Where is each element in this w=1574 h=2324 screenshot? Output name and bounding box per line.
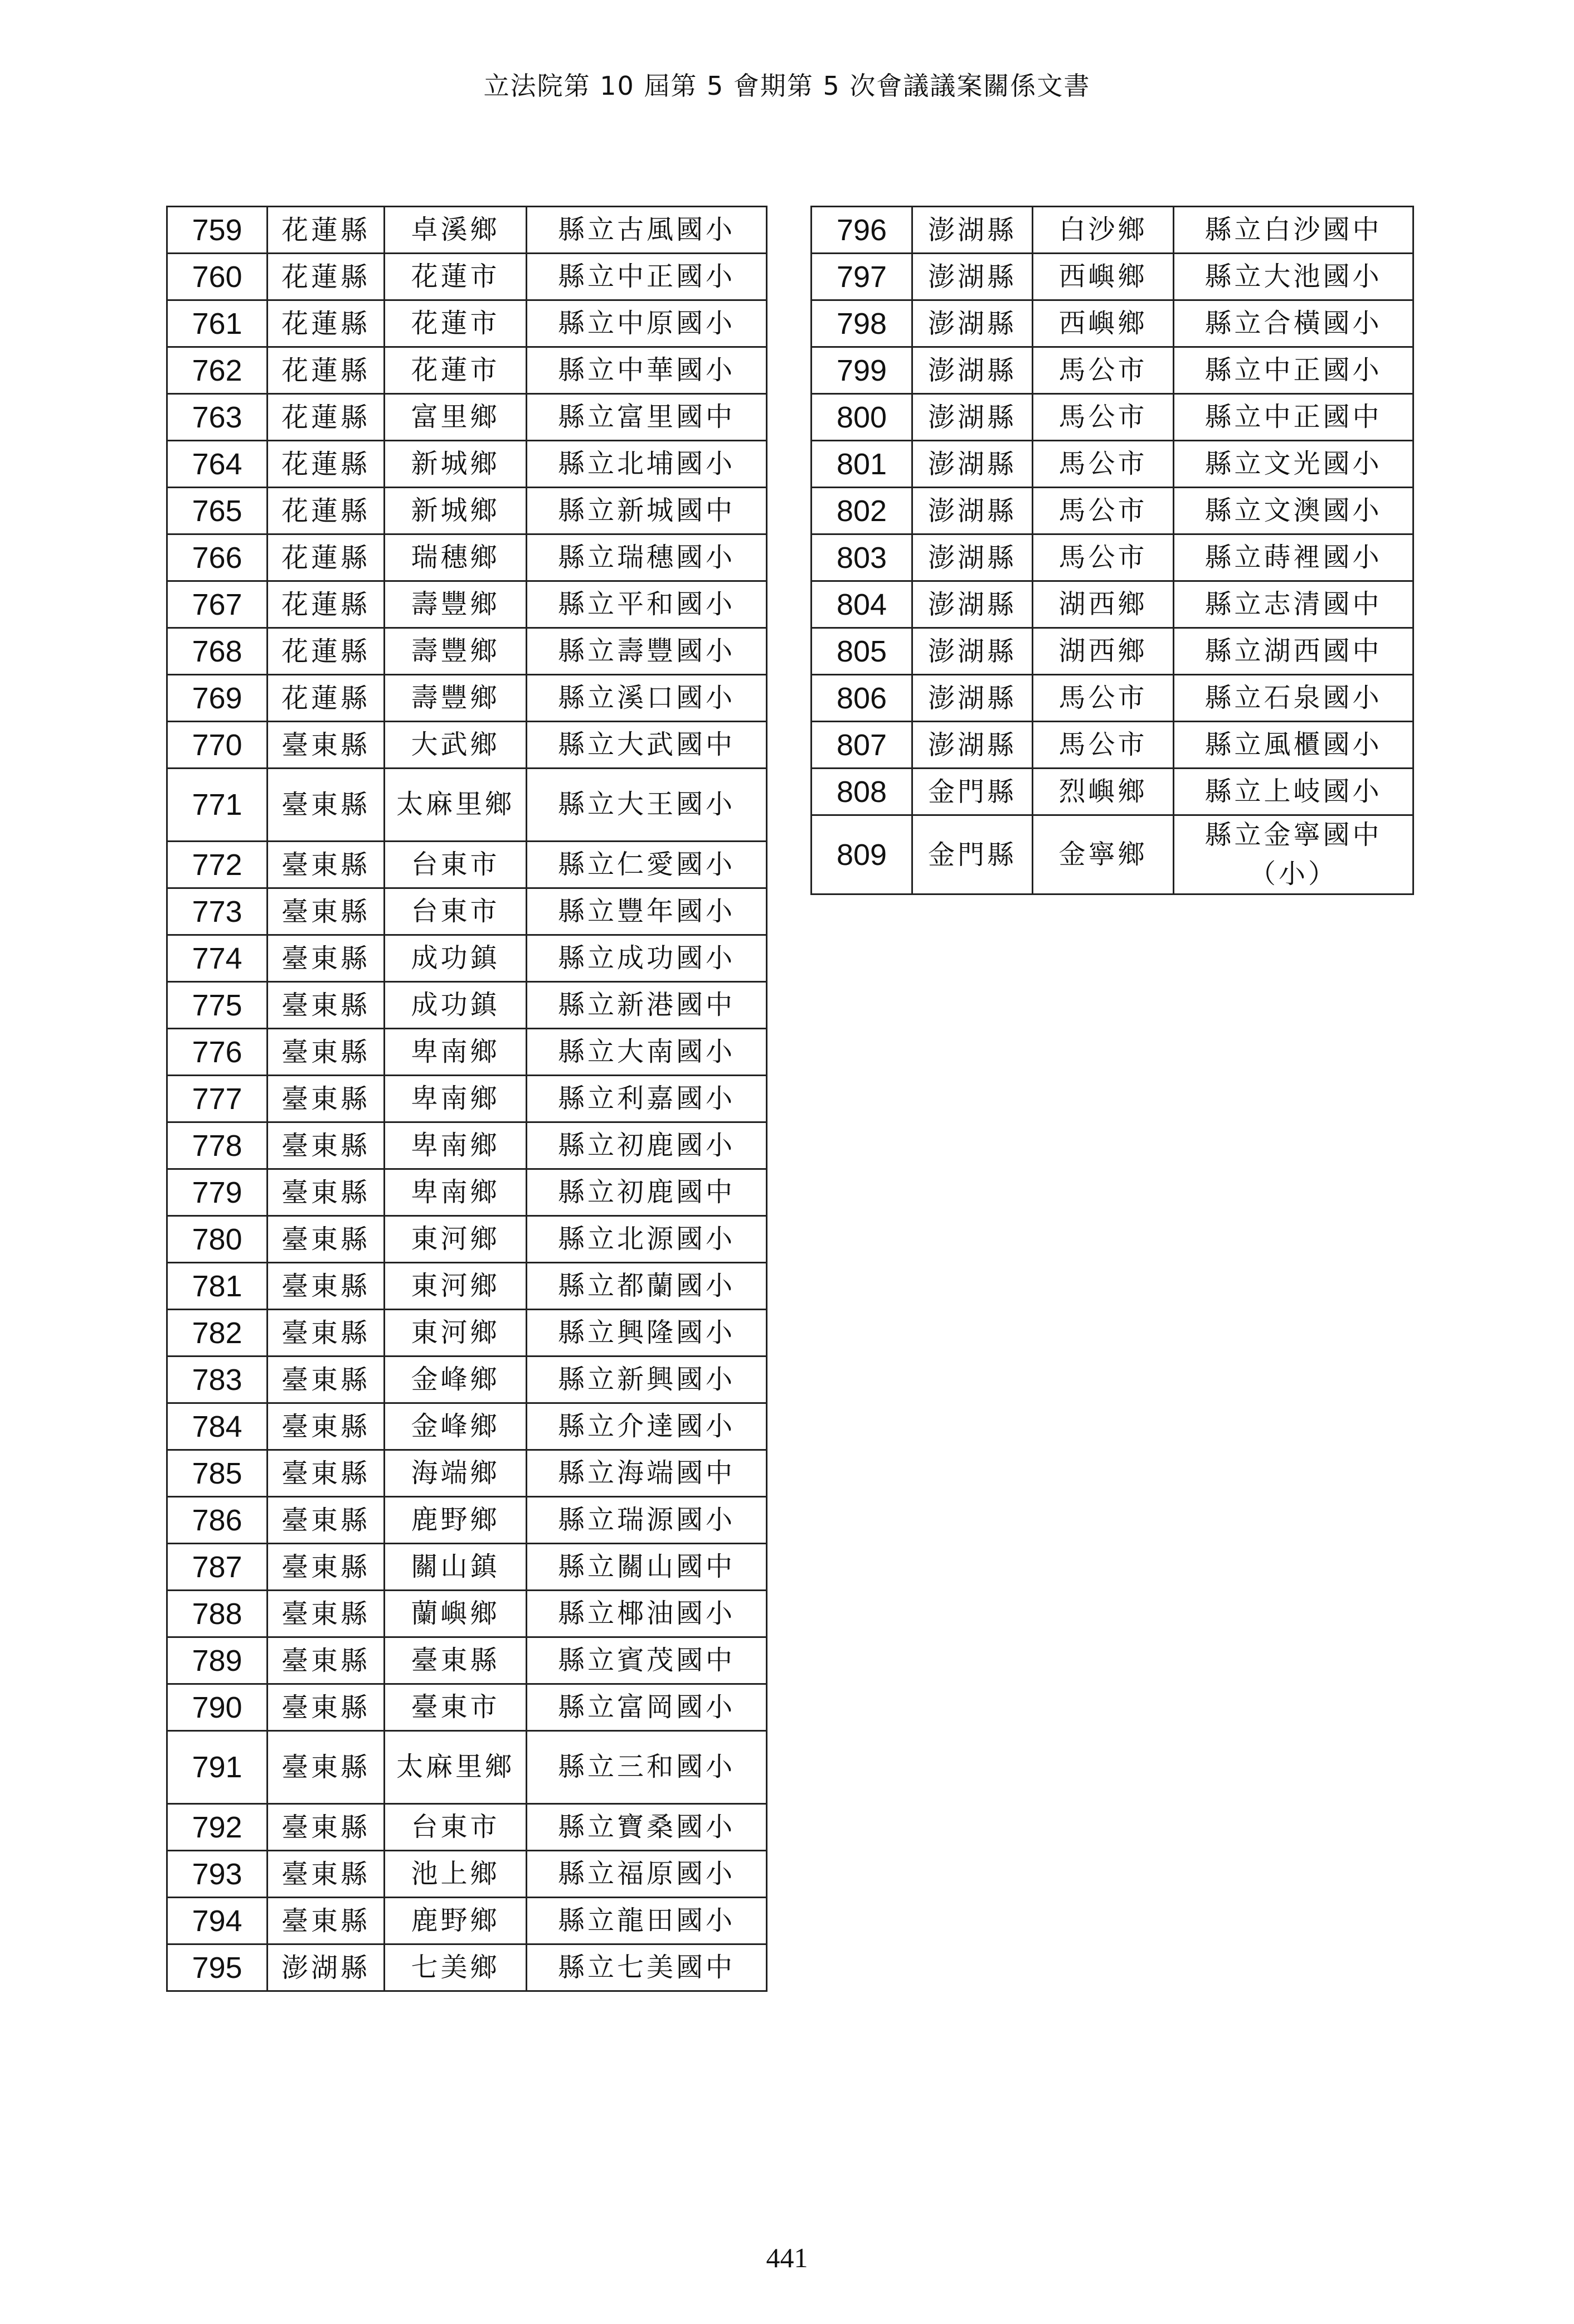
township-cell: 大武鄉	[385, 722, 527, 769]
township-cell: 卑南鄉	[385, 1169, 527, 1216]
row-number-cell: 809	[812, 815, 912, 894]
school-cell: 縣立中正國小	[1174, 347, 1413, 394]
school-cell: 縣立福原國小	[527, 1851, 767, 1898]
table-row	[167, 1804, 767, 1851]
county-cell: 花蓮縣	[268, 300, 385, 347]
township-cell: 花蓮市	[385, 254, 527, 300]
township-cell: 關山鎮	[385, 1544, 527, 1591]
township-cell: 卑南鄉	[385, 1122, 527, 1169]
township-cell: 卓溪鄉	[385, 207, 527, 254]
school-cell: 縣立文光國小	[1174, 441, 1413, 488]
school-cell: 縣立文澳國小	[1174, 488, 1413, 534]
county-cell: 花蓮縣	[268, 675, 385, 722]
row-number-cell: 807	[812, 722, 912, 769]
school-cell: 縣立仁愛國小	[527, 842, 767, 888]
row-number-cell: 762	[167, 347, 268, 394]
county-cell: 臺東縣	[268, 1637, 385, 1684]
table-row	[812, 534, 1413, 581]
county-cell: 臺東縣	[268, 1684, 385, 1731]
township-cell: 東河鄉	[385, 1310, 527, 1357]
table-row	[167, 1898, 767, 1944]
table-row	[812, 675, 1413, 722]
township-cell: 馬公市	[1033, 534, 1174, 581]
table-row	[812, 581, 1413, 628]
table-row	[812, 394, 1413, 441]
school-cell: 縣立中正國小	[527, 254, 767, 300]
township-cell: 臺東市	[385, 1684, 527, 1731]
county-cell: 澎湖縣	[912, 207, 1033, 254]
county-cell: 臺東縣	[268, 1122, 385, 1169]
table-row	[167, 534, 767, 581]
school-cell: 縣立初鹿國小	[527, 1122, 767, 1169]
table-row	[812, 207, 1413, 254]
row-number-cell: 775	[167, 982, 268, 1029]
township-cell: 鹿野鄉	[385, 1898, 527, 1944]
township-cell: 成功鎮	[385, 982, 527, 1029]
row-number-cell: 782	[167, 1310, 268, 1357]
county-cell: 臺東縣	[268, 1263, 385, 1310]
county-cell: 花蓮縣	[268, 534, 385, 581]
row-number-cell: 766	[167, 534, 268, 581]
school-cell: 縣立初鹿國中	[527, 1169, 767, 1216]
table-row	[812, 441, 1413, 488]
document-header: 立法院第 10 屆第 5 會期第 5 次會議議案關係文書	[483, 71, 1091, 101]
table-row	[167, 1637, 767, 1684]
county-cell: 臺東縣	[268, 722, 385, 769]
row-number-cell: 795	[167, 1944, 268, 1991]
township-cell: 台東市	[385, 888, 527, 935]
township-cell: 西嶼鄉	[1033, 300, 1174, 347]
county-cell: 澎湖縣	[912, 628, 1033, 675]
row-number-cell: 783	[167, 1357, 268, 1403]
township-cell: 金峰鄉	[385, 1403, 527, 1450]
school-cell: 縣立都蘭國小	[527, 1263, 767, 1310]
table-row	[167, 842, 767, 888]
row-number-cell: 802	[812, 488, 912, 534]
township-cell: 東河鄉	[385, 1263, 527, 1310]
row-number-cell: 780	[167, 1216, 268, 1263]
row-number-cell: 759	[167, 207, 268, 254]
table-row	[167, 722, 767, 769]
county-cell: 臺東縣	[268, 1898, 385, 1944]
row-number-cell: 794	[167, 1898, 268, 1944]
school-cell: 縣立成功國小	[527, 935, 767, 982]
school-cell: 縣立中華國小	[527, 347, 767, 394]
row-number-cell: 804	[812, 581, 912, 628]
row-number-cell: 779	[167, 1169, 268, 1216]
table-row	[167, 1263, 767, 1310]
table-row	[167, 935, 767, 982]
row-number-cell: 773	[167, 888, 268, 935]
table-row	[167, 675, 767, 722]
county-cell: 臺東縣	[268, 1357, 385, 1403]
school-cell: 縣立上岐國小	[1174, 769, 1413, 815]
county-cell: 花蓮縣	[268, 394, 385, 441]
township-cell: 壽豐鄉	[385, 675, 527, 722]
county-cell: 澎湖縣	[268, 1944, 385, 1991]
table-row	[167, 888, 767, 935]
county-cell: 花蓮縣	[268, 488, 385, 534]
township-cell: 太麻里鄉	[385, 769, 527, 842]
table-row	[812, 254, 1413, 300]
page-number: 441	[766, 2242, 808, 2273]
township-cell: 富里鄉	[385, 394, 527, 441]
school-cell: 縣立北源國小	[527, 1216, 767, 1263]
table-row	[167, 581, 767, 628]
row-number-cell: 790	[167, 1684, 268, 1731]
row-number-cell: 787	[167, 1544, 268, 1591]
table-row	[167, 1944, 767, 1991]
township-cell: 花蓮市	[385, 300, 527, 347]
township-cell: 瑞穗鄉	[385, 534, 527, 581]
table-row	[167, 1731, 767, 1804]
table-row	[812, 488, 1413, 534]
school-cell: 縣立豐年國小	[527, 888, 767, 935]
table-row	[167, 1029, 767, 1076]
township-cell: 西嶼鄉	[1033, 254, 1174, 300]
township-cell: 蘭嶼鄉	[385, 1591, 527, 1637]
table-row	[812, 300, 1413, 347]
row-number-cell: 808	[812, 769, 912, 815]
school-cell: 縣立中原國小	[527, 300, 767, 347]
township-cell: 新城鄉	[385, 488, 527, 534]
row-number-cell: 770	[167, 722, 268, 769]
county-cell: 花蓮縣	[268, 628, 385, 675]
county-cell: 臺東縣	[268, 1497, 385, 1544]
row-number-cell: 778	[167, 1122, 268, 1169]
table-row	[167, 1591, 767, 1637]
township-cell: 東河鄉	[385, 1216, 527, 1263]
row-number-cell: 801	[812, 441, 912, 488]
county-cell: 澎湖縣	[912, 394, 1033, 441]
school-cell: 縣立龍田國小	[527, 1898, 767, 1944]
row-number-cell: 805	[812, 628, 912, 675]
county-cell: 澎湖縣	[912, 722, 1033, 769]
school-cell: 縣立大王國小	[527, 769, 767, 842]
township-cell: 金寧鄉	[1033, 815, 1174, 894]
school-cell: 縣立溪口國小	[527, 675, 767, 722]
row-number-cell: 799	[812, 347, 912, 394]
school-cell: 縣立椰油國小	[527, 1591, 767, 1637]
county-cell: 花蓮縣	[268, 347, 385, 394]
county-cell: 花蓮縣	[268, 441, 385, 488]
row-number-cell: 796	[812, 207, 912, 254]
township-cell: 花蓮市	[385, 347, 527, 394]
table-row	[167, 1357, 767, 1403]
row-number-cell: 763	[167, 394, 268, 441]
township-cell: 湖西鄉	[1033, 628, 1174, 675]
table-row	[167, 1403, 767, 1450]
row-number-cell: 792	[167, 1804, 268, 1851]
school-cell: 縣立新興國小	[527, 1357, 767, 1403]
school-cell: 縣立湖西國中	[1174, 628, 1413, 675]
township-cell: 馬公市	[1033, 394, 1174, 441]
table-row	[167, 1450, 767, 1497]
row-number-cell: 788	[167, 1591, 268, 1637]
school-cell: 縣立白沙國中	[1174, 207, 1413, 254]
row-number-cell: 774	[167, 935, 268, 982]
county-cell: 臺東縣	[268, 1804, 385, 1851]
township-cell: 台東市	[385, 1804, 527, 1851]
county-cell: 金門縣	[912, 815, 1033, 894]
county-cell: 澎湖縣	[912, 675, 1033, 722]
school-cell: 縣立大武國中	[527, 722, 767, 769]
school-cell: 縣立寶桑國小	[527, 1804, 767, 1851]
township-cell: 太麻里鄉	[385, 1731, 527, 1804]
county-cell: 臺東縣	[268, 982, 385, 1029]
row-number-cell: 798	[812, 300, 912, 347]
row-number-cell: 793	[167, 1851, 268, 1898]
table-row	[167, 441, 767, 488]
table-row	[812, 628, 1413, 675]
school-cell: 縣立三和國小	[527, 1731, 767, 1804]
row-number-cell: 785	[167, 1450, 268, 1497]
county-cell: 澎湖縣	[912, 441, 1033, 488]
county-cell: 澎湖縣	[912, 300, 1033, 347]
school-cell: 縣立北埔國小	[527, 441, 767, 488]
table-row	[812, 722, 1413, 769]
county-cell: 臺東縣	[268, 935, 385, 982]
table-row	[167, 982, 767, 1029]
row-number-cell: 797	[812, 254, 912, 300]
row-number-cell: 777	[167, 1076, 268, 1122]
county-cell: 臺東縣	[268, 1076, 385, 1122]
school-cell: 縣立中正國中	[1174, 394, 1413, 441]
township-cell: 池上鄉	[385, 1851, 527, 1898]
county-cell: 澎湖縣	[912, 254, 1033, 300]
county-cell: 臺東縣	[268, 769, 385, 842]
county-cell: 臺東縣	[268, 1591, 385, 1637]
table-row	[167, 488, 767, 534]
table-row	[167, 300, 767, 347]
row-number-cell: 765	[167, 488, 268, 534]
table-row	[167, 1497, 767, 1544]
county-cell: 臺東縣	[268, 1403, 385, 1450]
township-cell: 馬公市	[1033, 722, 1174, 769]
county-cell: 臺東縣	[268, 1310, 385, 1357]
township-cell: 馬公市	[1033, 441, 1174, 488]
township-cell: 馬公市	[1033, 347, 1174, 394]
school-cell: 縣立新港國中	[527, 982, 767, 1029]
table-row	[167, 1076, 767, 1122]
county-cell: 金門縣	[912, 769, 1033, 815]
county-cell: 臺東縣	[268, 1851, 385, 1898]
school-table-left	[166, 206, 767, 1992]
table-row	[167, 254, 767, 300]
township-cell: 湖西鄉	[1033, 581, 1174, 628]
school-cell: 縣立志清國中	[1174, 581, 1413, 628]
county-cell: 澎湖縣	[912, 488, 1033, 534]
county-cell: 臺東縣	[268, 1216, 385, 1263]
table-row	[167, 347, 767, 394]
row-number-cell: 791	[167, 1731, 268, 1804]
county-cell: 澎湖縣	[912, 347, 1033, 394]
county-cell: 臺東縣	[268, 1731, 385, 1804]
table-row	[167, 394, 767, 441]
school-table-right	[810, 206, 1414, 895]
table-row	[167, 1544, 767, 1591]
township-cell: 卑南鄉	[385, 1076, 527, 1122]
school-cell: 縣立蒔裡國小	[1174, 534, 1413, 581]
county-cell: 臺東縣	[268, 1544, 385, 1591]
township-cell: 壽豐鄉	[385, 581, 527, 628]
school-cell: 縣立關山國中	[527, 1544, 767, 1591]
county-cell: 臺東縣	[268, 1169, 385, 1216]
school-cell: 縣立金寧國中（小）	[1174, 815, 1413, 894]
township-cell: 金峰鄉	[385, 1357, 527, 1403]
school-cell: 縣立介達國小	[527, 1403, 767, 1450]
school-cell: 縣立興隆國小	[527, 1310, 767, 1357]
table-row	[167, 628, 767, 675]
township-cell: 馬公市	[1033, 675, 1174, 722]
county-cell: 臺東縣	[268, 842, 385, 888]
school-cell: 縣立古風國小	[527, 207, 767, 254]
township-cell: 成功鎮	[385, 935, 527, 982]
township-cell: 海端鄉	[385, 1450, 527, 1497]
county-cell: 花蓮縣	[268, 581, 385, 628]
county-cell: 澎湖縣	[912, 534, 1033, 581]
county-cell: 澎湖縣	[912, 581, 1033, 628]
row-number-cell: 784	[167, 1403, 268, 1450]
township-cell: 七美鄉	[385, 1944, 527, 1991]
school-cell: 縣立石泉國小	[1174, 675, 1413, 722]
row-number-cell: 769	[167, 675, 268, 722]
table-row	[167, 1310, 767, 1357]
school-cell: 縣立大南國小	[527, 1029, 767, 1076]
row-number-cell: 786	[167, 1497, 268, 1544]
school-cell: 縣立壽豐國小	[527, 628, 767, 675]
county-cell: 臺東縣	[268, 888, 385, 935]
school-cell: 縣立新城國中	[527, 488, 767, 534]
county-cell: 臺東縣	[268, 1450, 385, 1497]
township-cell: 卑南鄉	[385, 1029, 527, 1076]
township-cell: 烈嶼鄉	[1033, 769, 1174, 815]
row-number-cell: 806	[812, 675, 912, 722]
township-cell: 壽豐鄉	[385, 628, 527, 675]
row-number-cell: 800	[812, 394, 912, 441]
row-number-cell: 761	[167, 300, 268, 347]
school-cell: 縣立平和國小	[527, 581, 767, 628]
school-cell: 縣立瑞源國小	[527, 1497, 767, 1544]
row-number-cell: 771	[167, 769, 268, 842]
school-cell: 縣立賓茂國中	[527, 1637, 767, 1684]
county-cell: 臺東縣	[268, 1029, 385, 1076]
township-cell: 台東市	[385, 842, 527, 888]
table-row	[167, 207, 767, 254]
row-number-cell: 760	[167, 254, 268, 300]
row-number-cell: 772	[167, 842, 268, 888]
row-number-cell: 768	[167, 628, 268, 675]
row-number-cell: 776	[167, 1029, 268, 1076]
county-cell: 花蓮縣	[268, 207, 385, 254]
county-cell: 花蓮縣	[268, 254, 385, 300]
township-cell: 白沙鄉	[1033, 207, 1174, 254]
table-row	[812, 347, 1413, 394]
school-cell: 縣立富里國中	[527, 394, 767, 441]
row-number-cell: 803	[812, 534, 912, 581]
township-cell: 新城鄉	[385, 441, 527, 488]
table-row	[167, 1851, 767, 1898]
table-row	[812, 769, 1413, 815]
township-cell: 鹿野鄉	[385, 1497, 527, 1544]
row-number-cell: 764	[167, 441, 268, 488]
row-number-cell: 789	[167, 1637, 268, 1684]
row-number-cell: 767	[167, 581, 268, 628]
township-cell: 臺東縣	[385, 1637, 527, 1684]
table-row	[167, 1122, 767, 1169]
school-cell: 縣立風櫃國小	[1174, 722, 1413, 769]
table-row	[167, 1169, 767, 1216]
table-row	[167, 769, 767, 842]
row-number-cell: 781	[167, 1263, 268, 1310]
school-cell: 縣立七美國中	[527, 1944, 767, 1991]
table-row	[167, 1684, 767, 1731]
township-cell: 馬公市	[1033, 488, 1174, 534]
school-cell: 縣立大池國小	[1174, 254, 1413, 300]
table-row	[167, 1216, 767, 1263]
school-cell: 縣立合橫國小	[1174, 300, 1413, 347]
school-cell: 縣立瑞穗國小	[527, 534, 767, 581]
table-row	[812, 815, 1413, 894]
school-cell: 縣立海端國中	[527, 1450, 767, 1497]
school-cell: 縣立利嘉國小	[527, 1076, 767, 1122]
school-cell: 縣立富岡國小	[527, 1684, 767, 1731]
